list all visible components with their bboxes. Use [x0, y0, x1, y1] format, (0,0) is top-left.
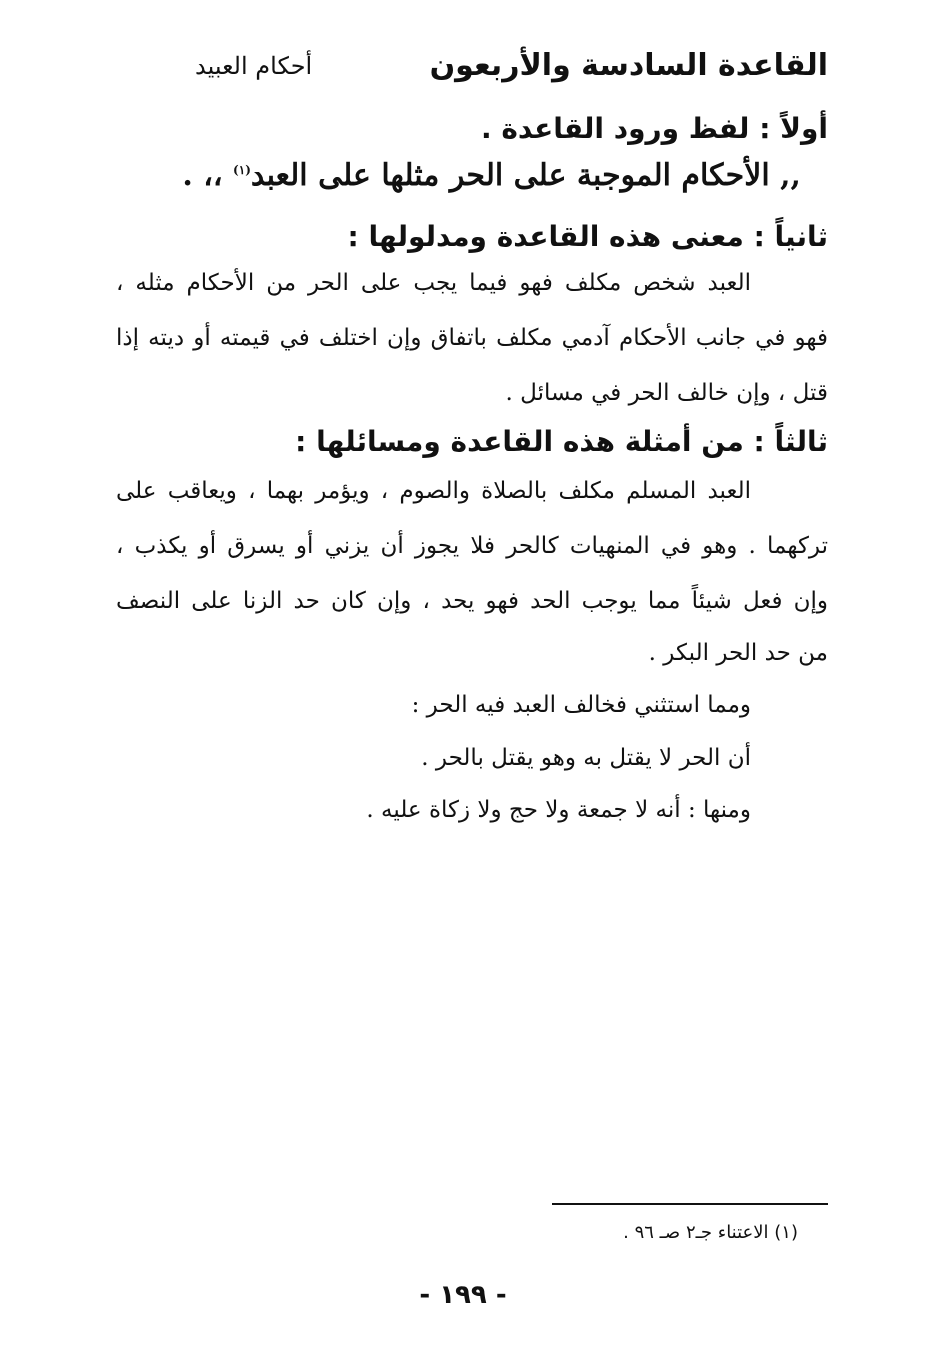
examples-line-1: العبد المسلم مكلف بالصلاة والصوم ، ويؤمر بهما ، ويعاقب على: [116, 478, 751, 504]
quote-open-mark: ,,: [780, 158, 801, 193]
examples-line-4: من حد الحر البكر .: [648, 640, 828, 666]
exception-2: ومنها : أنه لا جمعة ولا حج ولا زكاة عليه .: [366, 797, 751, 823]
footnote-divider: [552, 1203, 828, 1205]
section-heading-wording: أولاً : لفظ ورود القاعدة .: [481, 112, 828, 145]
section-heading-examples: ثالثاً : من أمثلة هذه القاعدة ومسائلها :: [295, 425, 828, 458]
quote-close-mark: ،، .: [182, 158, 223, 193]
footnote-marker[interactable]: (١): [233, 163, 251, 177]
rule-quote: [182, 158, 801, 193]
chapter-title: أحكام العبيد: [195, 52, 313, 80]
section-heading-meaning: ثانياً : معنى هذه القاعدة ومدلولها :: [347, 220, 828, 253]
meaning-line-1: العبد شخص مكلف فهو فيما يجب على الحر من الأحكام مثله ،: [116, 270, 751, 296]
exception-1: أن الحر لا يقتل به وهو يقتل بالحر .: [421, 745, 751, 771]
page-number: - ١٩٩ -: [419, 1280, 507, 1310]
examples-line-2: تركهما . وهو في المنهيات كالحر فلا يجوز أن يزني أو يسرق أو يكذب ،: [116, 533, 828, 559]
rule-title: القاعدة السادسة والأربعون: [429, 48, 828, 83]
quote-text: الأحكام الموجبة على الحر مثلها على العبد: [250, 158, 770, 193]
exceptions-intro: ومما استثني فخالف العبد فيه الحر :: [411, 692, 751, 718]
examples-line-3: وإن فعل شيئاً مما يوجب الحد فهو يحد ، وإن كان حد الزنا على النصف: [116, 588, 828, 614]
footnote: (١) الاعتناء جـ٢ صـ ٩٦ .: [623, 1222, 798, 1243]
meaning-line-2: فهو في جانب الأحكام آدمي مكلف باتفاق وإن اختلف في قيمته أو ديته إذا: [116, 325, 828, 351]
meaning-line-3: قتل ، وإن خالف الحر في مسائل .: [505, 380, 828, 406]
